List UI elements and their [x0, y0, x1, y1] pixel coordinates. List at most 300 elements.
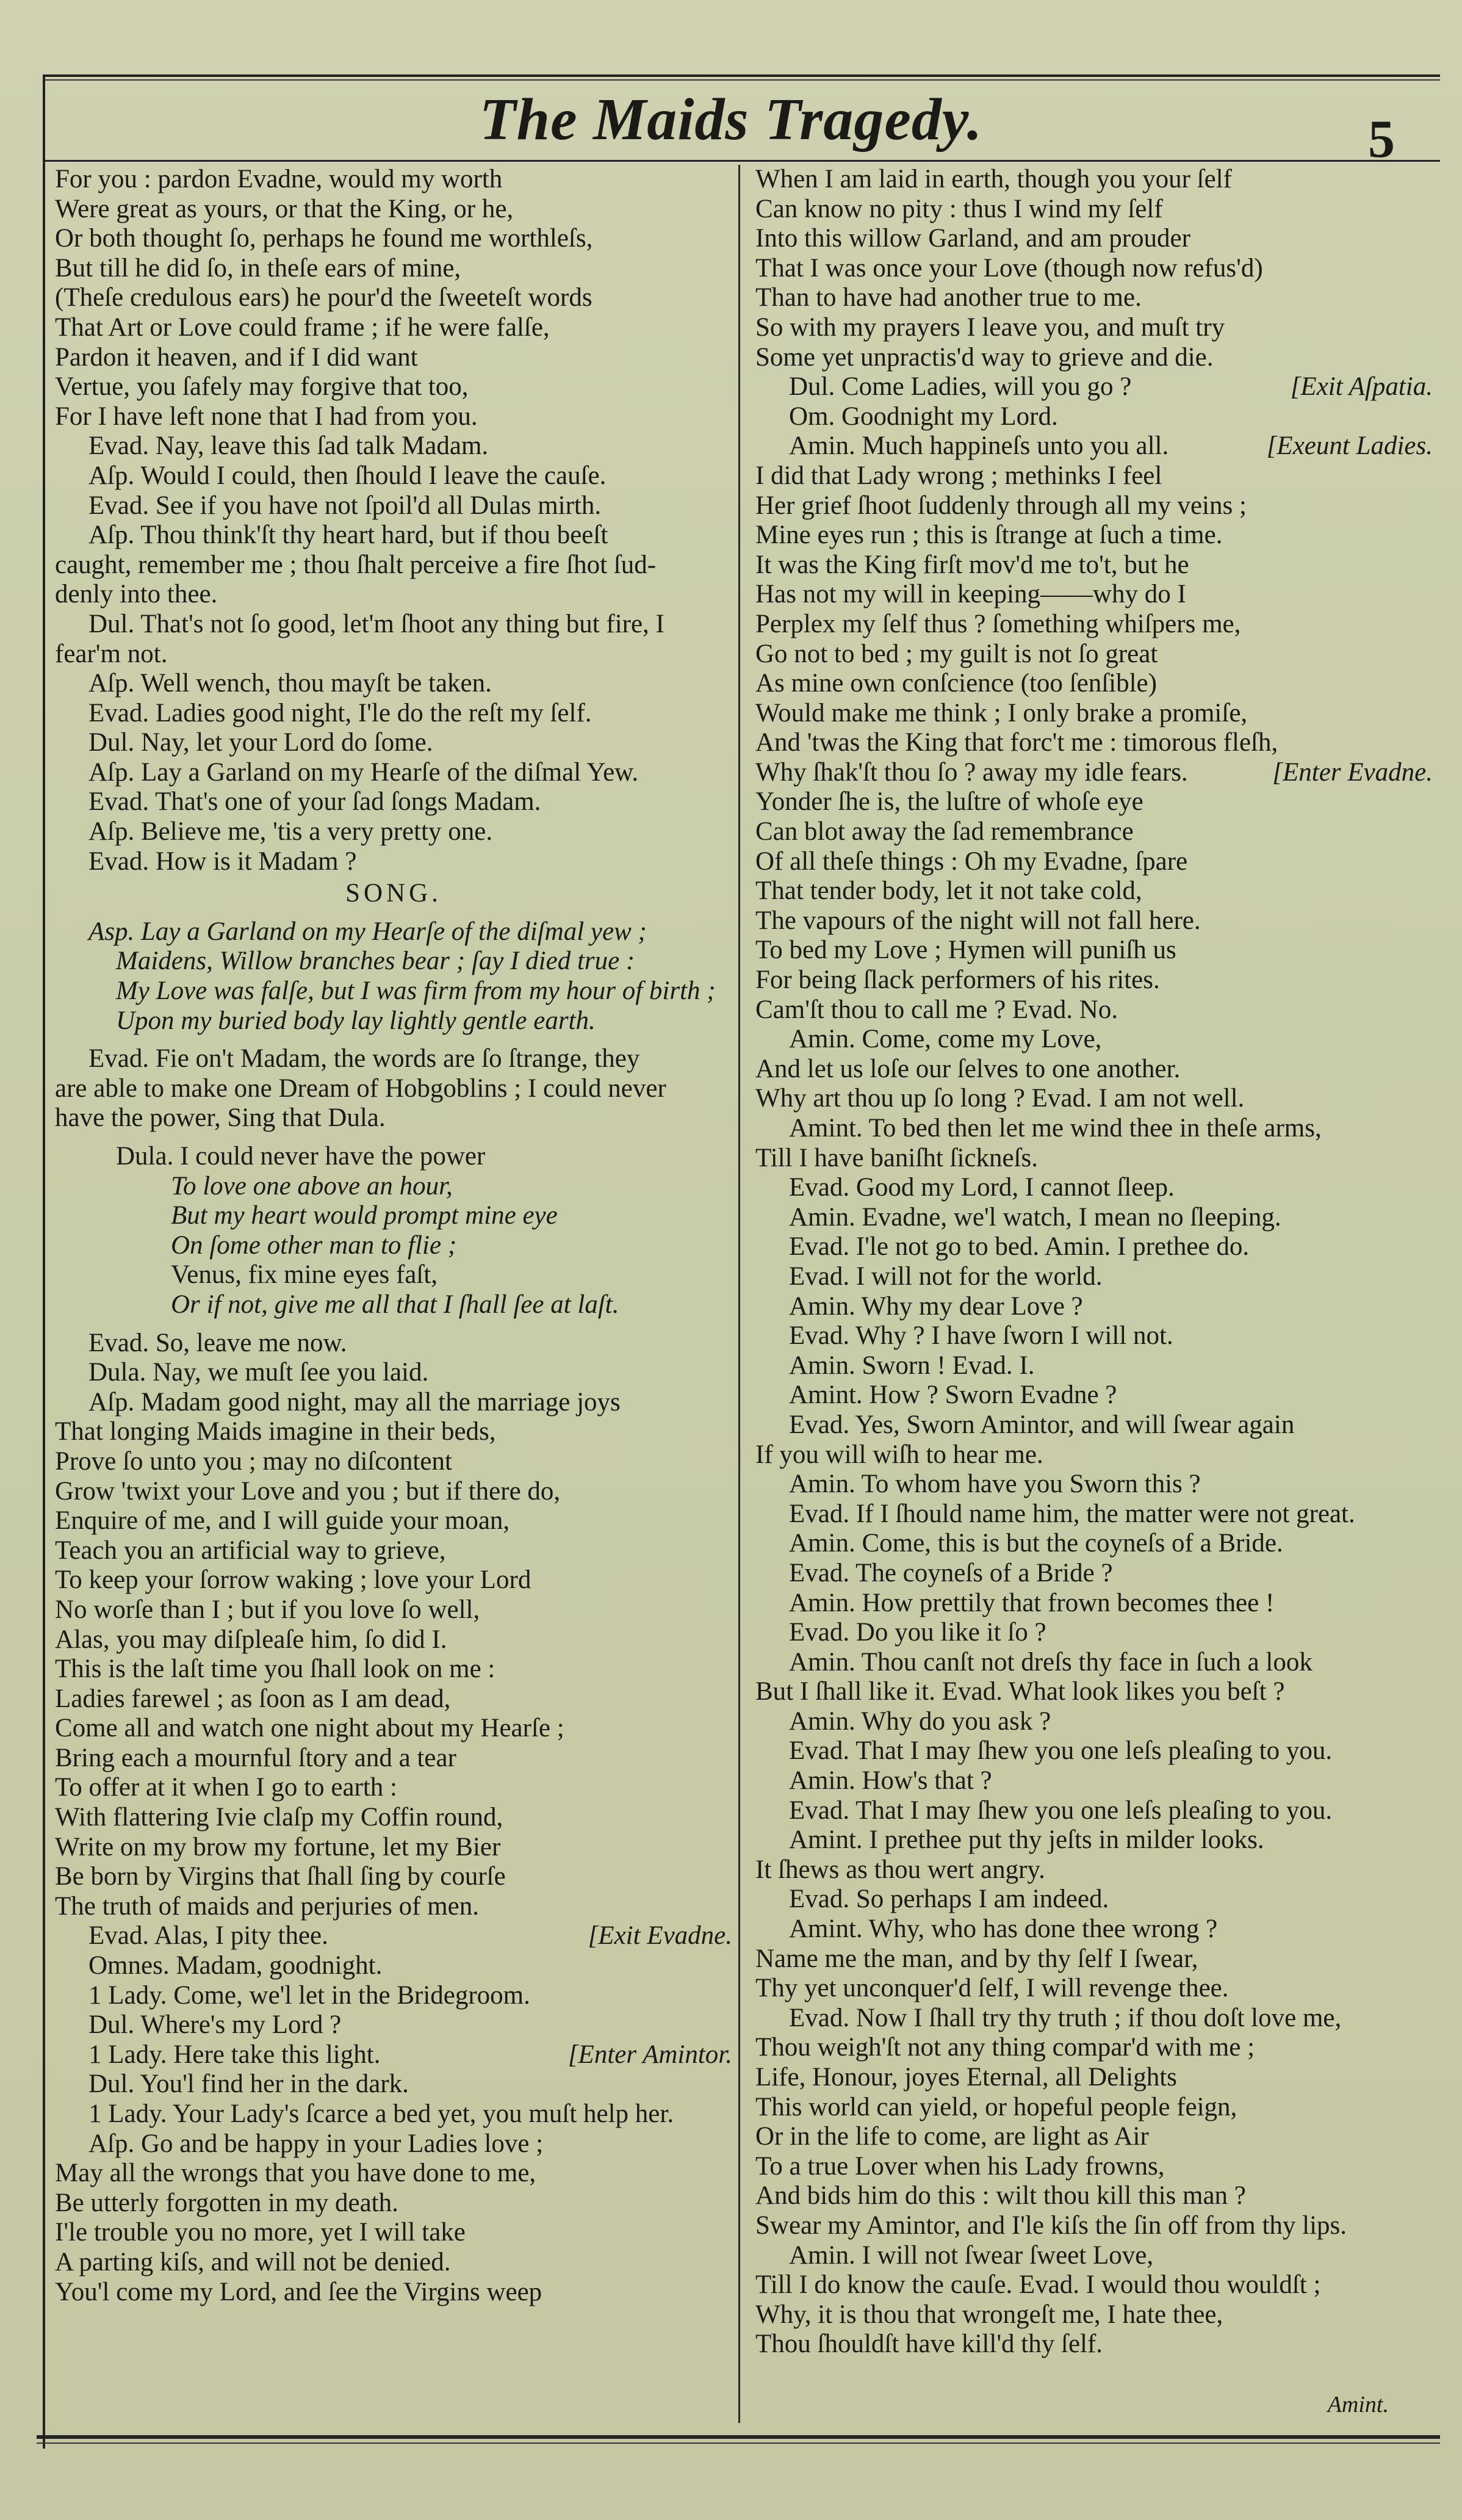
text-line: [55, 1625, 732, 1655]
text-line: [755, 431, 1433, 461]
line-text: Om. Goodnight my Lord.: [789, 402, 1058, 431]
line-text: Amin. To whom have you Sworn this ?: [789, 1470, 1201, 1499]
text-line: [55, 1231, 732, 1261]
page-number: 5: [1368, 110, 1395, 169]
text-line: [55, 2189, 732, 2219]
text-line: [55, 2070, 732, 2099]
stage-direction: [Exit Aſpatia.: [1290, 372, 1433, 402]
text-line: [755, 1055, 1433, 1085]
text-line: [755, 580, 1433, 610]
text-line: [55, 283, 732, 313]
line-text: 1 Lady. Come, we'l let in the Bridegroom.: [88, 1980, 530, 2010]
line-text: Evad. That's one of your ſad ſongs Madam.: [88, 787, 541, 817]
text-line: [55, 195, 732, 225]
line-text: Aſp. Lay a Garland on my Hearſe of the diſmal Yew.: [88, 757, 639, 787]
line-text: Evad. Why ? I have ſworn I will not.: [789, 1321, 1173, 1351]
line-text: Amint. How ? Sworn Evadne ?: [789, 1381, 1117, 1410]
text-line: [755, 1381, 1433, 1410]
text-line: [755, 995, 1433, 1025]
text-line: [755, 491, 1433, 521]
text-line: [755, 1144, 1433, 1174]
text-line: [755, 2122, 1433, 2152]
text-line: [55, 847, 732, 877]
line-text: Evad. How is it Madam ?: [88, 847, 357, 876]
line-text: Prove ſo unto you ; may no diſcontent: [55, 1446, 452, 1476]
text-line: [755, 2152, 1433, 2182]
line-text: Aſp. Madam good night, may all the marriage joys: [88, 1387, 621, 1417]
text-line: [755, 906, 1433, 936]
text-line: [55, 1565, 732, 1595]
line-text: Evad. The coyneſs of a Bride ?: [789, 1558, 1113, 1587]
line-text: Evad. So perhaps I am indeed.: [789, 1885, 1109, 1914]
text-line: [55, 580, 732, 610]
text-line: [755, 1262, 1433, 1292]
line-text: This world can yield, or hopeful people feign,: [755, 2092, 1237, 2121]
line-text: Cam'ſt thou to call me ? Evad. No.: [755, 995, 1118, 1024]
line-text: Or in the life to come, are light as Air: [755, 2122, 1149, 2151]
line-text: It was the King firſt mov'd me to't, but he: [755, 550, 1189, 579]
line-text: Amin. Why my dear Love ?: [789, 1291, 1083, 1321]
text-line: [755, 2033, 1433, 2063]
text-line: [755, 640, 1433, 670]
text-line: [755, 1500, 1433, 1529]
line-text: Write on my brow my fortune, let my Bier: [55, 1832, 501, 1861]
text-line: [55, 1536, 732, 1566]
line-text: (Theſe credulous ears) he pour'd the ſweeteſt words: [55, 283, 592, 312]
stage-direction: [Exeunt Ladies.: [1266, 431, 1433, 461]
text-line: [55, 1142, 732, 1172]
text-line: [55, 2040, 732, 2070]
text-line: [755, 1114, 1433, 1144]
line-text: Her grief ſhoot ſuddenly through all my veins ;: [755, 491, 1247, 520]
line-text: Into this willow Garland, and am prouder: [755, 224, 1190, 253]
text-line: [55, 1921, 732, 1951]
text-line: [755, 936, 1433, 966]
line-text: Amin. Come, this is but the coyneſs of a Bride.: [789, 1529, 1283, 1558]
line-text: Mine eyes run ; this is ſtrange at ſuch a time.: [755, 521, 1223, 550]
line-text: denly into thee.: [55, 580, 218, 609]
text-line: [55, 1329, 732, 1359]
line-text: The vapours of the night will not fall here.: [755, 906, 1201, 935]
line-text: Dula. Nay, we muſt ſee you laid.: [88, 1358, 429, 1387]
line-text: Were great as yours, or that the King, or he,: [55, 194, 514, 223]
text-line: [55, 2278, 732, 2308]
line-text: For I have left none that I had from you.: [55, 402, 478, 431]
text-line: [755, 2093, 1433, 2123]
line-text: Alas, you may diſpleaſe him, ſo did I.: [55, 1625, 447, 1654]
text-line: [55, 2159, 732, 2189]
line-text: Aſp. Believe me, 'tis a very pretty one.: [88, 817, 493, 847]
text-line: [55, 947, 732, 977]
line-text: Amint. I prethee put thy jeſts in milder looks.: [789, 1825, 1264, 1855]
text-line: [755, 1559, 1433, 1589]
text-line: [55, 2010, 732, 2040]
text-line: [55, 1506, 732, 1536]
text-line: [55, 521, 732, 551]
spacer: [55, 1133, 732, 1142]
text-line: [55, 313, 732, 343]
line-text: It ſhews as thou wert angry.: [755, 1855, 1045, 1884]
text-line: [55, 254, 732, 284]
text-line: [55, 1417, 732, 1447]
line-text: Thou weigh'ſt not any thing compar'd with me ;: [755, 2033, 1255, 2062]
text-line: [55, 1684, 732, 1714]
line-text: Has not my will in keeping——why do I: [755, 580, 1186, 609]
text-line: [755, 2181, 1433, 2211]
text-line: [755, 1915, 1433, 1944]
line-text: But I ſhall like it. Evad. What look likes you beſt ?: [755, 1677, 1285, 1706]
line-text: Evad. That I may ſhew you one leſs pleaſing to you.: [789, 1736, 1333, 1766]
text-line: [755, 2241, 1433, 2271]
text-line: [55, 817, 732, 847]
line-text: With flattering Ivie claſp my Coffin round,: [55, 1803, 503, 1832]
text-line: [755, 1232, 1433, 1262]
text-line: [755, 343, 1433, 373]
text-line: [755, 1529, 1433, 1559]
text-line: [755, 402, 1433, 432]
stage-direction: [Enter Amintor.: [567, 2040, 732, 2069]
running-title: The Maids Tragedy.: [479, 87, 983, 153]
text-line: [55, 610, 732, 640]
text-line: [55, 728, 732, 758]
line-text: And bids him do this : wilt thou kill this man ?: [755, 2181, 1246, 2211]
text-line: [755, 1618, 1433, 1648]
line-text: That I was once your Love (though now refus'd): [755, 253, 1263, 283]
text-line: [55, 1172, 732, 1202]
line-text: Aſp. Would I could, then ſhould I leave the cauſe.: [88, 461, 607, 490]
line-text: This is the laſt time you ſhall look on me :: [55, 1655, 495, 1684]
text-line: [755, 1084, 1433, 1114]
text-line: [55, 2099, 732, 2129]
text-line: [755, 461, 1433, 491]
line-text: Or both thought ſo, perhaps he found me worthleſs,: [55, 224, 593, 253]
line-text: Why ſhak'ſt thou ſo ? away my idle fears.: [755, 757, 1188, 787]
line-text: Be born by Virgins that ſhall ſing by courſe: [55, 1862, 506, 1891]
top-rule: [43, 74, 1440, 77]
text-line: [755, 1707, 1433, 1737]
column-divider: [738, 165, 740, 2423]
text-line: [55, 1595, 732, 1625]
catchword: Amint.: [1327, 2392, 1389, 2417]
line-text: Dul. Nay, let your Lord do ſome.: [88, 728, 433, 757]
text-line: [55, 1744, 732, 1774]
line-text: Dul. You'l find her in the dark.: [88, 2070, 409, 2099]
line-text: Amint. Why, who has done thee wrong ?: [789, 1915, 1218, 1944]
bottom-rule-thin: [37, 2442, 1440, 2444]
text-line: [55, 1951, 732, 1981]
line-text: Teach you an artificial way to grieve,: [55, 1536, 446, 1565]
text-line: [755, 1470, 1433, 1500]
text-line: [755, 1292, 1433, 1322]
line-text: To keep your ſorrow waking ; love your Lord: [55, 1565, 531, 1595]
text-line: [755, 1321, 1433, 1351]
line-text: But my heart would prompt mine eye: [171, 1201, 558, 1230]
line-text: Amin. Come, come my Love,: [789, 1025, 1102, 1054]
text-line: [755, 1648, 1433, 1678]
text-line: [755, 1440, 1433, 1470]
line-text: Ladies farewel ; as ſoon as I am dead,: [55, 1684, 451, 1713]
text-line: [55, 1260, 732, 1290]
stage-direction: [Exit Evadne.: [588, 1921, 732, 1951]
line-text: Dul. Come Ladies, will you go ?: [789, 372, 1132, 402]
line-text: Amin. I will not ſwear ſweet Love,: [789, 2240, 1154, 2270]
text-line: [755, 876, 1433, 906]
text-line: [755, 313, 1433, 343]
text-line: [755, 669, 1433, 699]
text-line: [55, 669, 732, 699]
line-text: fear'm not.: [55, 639, 168, 668]
spacer: [55, 1320, 732, 1329]
line-text: Evad. Yes, Sworn Amintor, and will ſwear again: [789, 1410, 1295, 1439]
line-text: Why art thou up ſo long ? Evad. I am not well.: [755, 1084, 1245, 1113]
text-line: [55, 2129, 732, 2159]
line-text: Bring each a mournful ſtory and a tear: [55, 1743, 456, 1772]
line-text: Evad. That I may ſhew you one leſs pleaſing to you.: [789, 1796, 1333, 1825]
text-line: [55, 977, 732, 1006]
text-line: [755, 787, 1433, 817]
line-text: 1 Lady. Here take this light.: [88, 2040, 381, 2069]
text-line: [755, 1825, 1433, 1855]
line-text: If you will wiſh to hear me.: [755, 1440, 1043, 1469]
text-line: [755, 2330, 1433, 2359]
text-line: [55, 1803, 732, 1833]
line-text: Aſp. Go and be happy in your Ladies love ;: [88, 2129, 544, 2158]
line-text: Venus, fix mine eyes faſt,: [171, 1260, 438, 1290]
text-line: [55, 1892, 732, 1922]
text-line: [55, 640, 732, 670]
text-line: [755, 966, 1433, 995]
top-rule-thin: [43, 79, 1440, 81]
text-line: [755, 2270, 1433, 2300]
line-text: For you : pardon Evadne, would my worth: [55, 165, 503, 193]
text-line: [55, 1006, 732, 1036]
line-text: Amin. Much happineſs unto you all.: [789, 431, 1169, 461]
line-text: Than to have had another true to me.: [755, 283, 1142, 312]
text-line: [755, 551, 1433, 580]
line-text: Be utterly forgotten in my death.: [55, 2188, 398, 2217]
line-text: To bed my Love ; Hymen will puniſh us: [755, 936, 1176, 965]
text-line: [55, 2248, 732, 2278]
line-text: On ſome other man to flie ;: [171, 1230, 457, 1260]
line-text: Asp. Lay a Garland on my Hearſe of the diſmal yew ;: [88, 917, 647, 946]
line-text: Evad. I'le not go to bed. Amin. I prethee do.: [789, 1232, 1250, 1262]
line-text: Grow 'twixt your Love and you ; but if there do,: [55, 1476, 561, 1506]
text-line: [755, 2300, 1433, 2330]
line-text: Enquire of me, and I will guide your moan,: [55, 1506, 510, 1536]
text-line: [55, 787, 732, 817]
text-line: [55, 1290, 732, 1320]
line-text: 1 Lady. Your Lady's ſcarce a bed yet, you muſt help her.: [88, 2099, 674, 2128]
text-line: [55, 1981, 732, 2011]
line-text: Why, it is thou that wrongeſt me, I hate thee,: [755, 2300, 1223, 2329]
line-text: Amin. Sworn ! Evad. I.: [789, 1351, 1035, 1380]
line-text: Evad. Nay, leave this ſad talk Madam.: [88, 431, 489, 461]
line-text: Amint. To bed then let me wind thee in theſe arms,: [789, 1114, 1322, 1143]
line-text: To offer at it when I go to earth :: [55, 1773, 397, 1802]
line-text: To a true Lover when his Lady frowns,: [755, 2151, 1165, 2181]
text-line: [755, 1796, 1433, 1826]
text-line: [55, 1655, 732, 1684]
text-line: [755, 758, 1433, 788]
line-text: Maidens, Willow branches bear ; ſay I died true :: [116, 947, 635, 976]
text-line: [755, 699, 1433, 729]
line-text: Amin. Evadne, we'l watch, I mean no ſleeping.: [789, 1202, 1281, 1232]
line-text: Evad. Do you like it ſo ?: [789, 1618, 1046, 1647]
text-line: [755, 195, 1433, 225]
text-line: [55, 461, 732, 491]
text-line: [55, 165, 732, 195]
line-text: Dula. I could never have the power: [116, 1142, 486, 1171]
line-text: Swear my Amintor, and I'le kiſs the ſin off from thy lips.: [755, 2211, 1347, 2240]
text-line: [755, 224, 1433, 254]
line-text: Evad. So, leave me now.: [88, 1328, 347, 1357]
text-line: [755, 610, 1433, 640]
line-text: caught, remember me ; thou ſhalt perceive a fire ſhot ſud-: [55, 550, 657, 579]
text-line: [55, 1714, 732, 1744]
line-text: Till I do know the cauſe. Evad. I would thou wouldſt ;: [755, 2270, 1321, 2300]
text-line: [755, 1944, 1433, 1974]
line-text: Yonder ſhe is, the luſtre of whoſe eye: [755, 787, 1143, 817]
text-line: [55, 224, 732, 254]
text-line: [55, 2218, 732, 2248]
line-text: Go not to bed ; my guilt is not ſo great: [755, 639, 1158, 668]
text-line: [55, 758, 732, 788]
line-text: Evad. Ladies good night, I'le do the reſt my ſelf.: [88, 698, 592, 727]
line-text: have the power, Sing that Dula.: [55, 1103, 386, 1133]
text-line: [755, 2063, 1433, 2093]
text-line: [755, 1203, 1433, 1233]
line-text: Evad. Alas, I pity thee.: [88, 1921, 328, 1951]
right-column: [755, 165, 1433, 2359]
line-text: I'le trouble you no more, yet I will take: [55, 2218, 466, 2247]
text-line: [755, 1589, 1433, 1619]
text-line: [755, 1677, 1433, 1707]
line-text: Amin. Thou canſt not dreſs thy face in ſuch a look: [789, 1647, 1313, 1677]
line-text: Evad. See if you have not ſpoil'd all Dulas mirth.: [88, 491, 602, 520]
text-line: [55, 699, 732, 729]
line-text: Would make me think ; I only brake a promiſe,: [755, 698, 1248, 727]
line-text: As mine own conſcience (too ſenſible): [755, 669, 1157, 698]
line-text: Amin. Why do you ask ?: [789, 1706, 1051, 1736]
line-text: Omnes. Madam, goodnight.: [88, 1951, 383, 1980]
line-text: Aſp. Thou think'ſt thy heart hard, but if thou beeſt: [88, 521, 608, 550]
left-column: [55, 165, 732, 2307]
line-text: And let us loſe our ſelves to one another.: [755, 1054, 1181, 1083]
spacer: [55, 1036, 732, 1044]
line-text: Can know no pity : thus I wind my ſelf: [755, 194, 1163, 223]
header-rule: [43, 160, 1440, 162]
line-text: Can blot away the ſad remembrance: [755, 817, 1134, 847]
line-text: Some yet unpractis'd way to grieve and die.: [755, 342, 1214, 372]
text-line: [755, 521, 1433, 551]
text-line: [755, 728, 1433, 758]
stage-direction: [Enter Evadne.: [1272, 757, 1433, 787]
line-text: Thy yet unconquer'd ſelf, I will revenge thee.: [755, 1974, 1229, 2003]
text-line: [55, 551, 732, 580]
text-line: [55, 1388, 732, 1418]
text-line: [755, 2004, 1433, 2034]
line-text: Upon my buried body lay lightly gentle earth.: [116, 1006, 596, 1035]
text-line: [755, 847, 1433, 877]
text-line: [755, 2211, 1433, 2241]
song-heading: [55, 876, 732, 917]
text-line: [55, 431, 732, 461]
text-line: [755, 1736, 1433, 1766]
line-text: You'l come my Lord, and ſee the Virgins weep: [55, 2277, 542, 2306]
text-line: [755, 1855, 1433, 1885]
line-text: Life, Honour, joyes Eternal, all Delights: [755, 2063, 1177, 2092]
text-line: [755, 372, 1433, 402]
line-text: When I am laid in earth, though you your ſelf: [755, 165, 1232, 193]
text-line: [55, 1862, 732, 1892]
line-text: Till I have baniſht ſickneſs.: [755, 1143, 1039, 1172]
line-text: A parting kiſs, and will not be denied.: [55, 2247, 451, 2276]
line-text: Vertue, you ſafely may forgive that too,: [55, 372, 469, 402]
left-rule: [43, 74, 45, 2449]
text-line: [755, 1351, 1433, 1381]
line-text: Evad. Good my Lord, I cannot ſleep.: [789, 1173, 1175, 1202]
line-text: Amin. How's that ?: [789, 1766, 992, 1796]
line-text: are able to make one Dream of Hobgoblins ; I could never: [55, 1074, 666, 1103]
bottom-rule: [37, 2435, 1440, 2439]
line-text: Perplex my ſelf thus ? ſomething whiſpers me,: [755, 609, 1241, 638]
line-text: My Love was falſe, but I was firm from my hour of birth ;: [116, 977, 716, 1006]
text-line: [55, 1074, 732, 1104]
line-text: And 'twas the King that forc't me : timorous fleſh,: [755, 728, 1278, 757]
line-text: For being ſlack performers of his rites.: [755, 966, 1160, 995]
line-text: Name me the man, and by thy ſelf I ſwear,: [755, 1944, 1198, 1973]
line-text: Of all theſe things : Oh my Evadne, ſpare: [755, 847, 1188, 876]
line-text: May all the wrongs that you have done to me,: [55, 2159, 536, 2188]
line-text: The truth of maids and perjuries of men.: [55, 1891, 479, 1921]
line-text: Pardon it heaven, and if I did want: [55, 342, 418, 372]
line-text: No worſe than I ; but if you love ſo well,: [55, 1595, 480, 1624]
text-line: [755, 1025, 1433, 1055]
line-text: That longing Maids imagine in their beds,: [55, 1417, 496, 1446]
line-text: Thou ſhouldſt have kill'd thy ſelf.: [755, 2330, 1103, 2359]
text-line: [755, 1885, 1433, 1915]
line-text: SONG.: [345, 879, 442, 908]
text-line: [755, 1410, 1433, 1440]
line-text: Dul. That's not ſo good, let'm ſhoot any thing but fire, I: [88, 609, 664, 638]
line-text: Evad. If I ſhould name him, the matter were not great.: [789, 1499, 1355, 1528]
text-line: [55, 1833, 732, 1863]
text-line: [55, 1358, 732, 1388]
line-text: To love one above an hour,: [171, 1171, 453, 1200]
text-line: [755, 1766, 1433, 1796]
text-line: [755, 1173, 1433, 1203]
line-text: Evad. I will not for the world.: [789, 1262, 1103, 1291]
text-line: [55, 1044, 732, 1074]
line-text: So with my prayers I leave you, and muſt try: [755, 312, 1225, 342]
text-line: [755, 254, 1433, 284]
text-line: [55, 402, 732, 432]
line-text: I did that Lady wrong ; methinks I feel: [755, 461, 1162, 490]
line-text: That tender body, let it not take cold,: [755, 876, 1142, 906]
line-text: But till he did ſo, in theſe ears of mine,: [55, 253, 461, 283]
text-line: [55, 1103, 732, 1133]
text-line: [755, 283, 1433, 313]
text-line: [55, 1201, 732, 1231]
line-text: Come all and watch one night about my Hearſe ;: [55, 1714, 564, 1743]
text-line: [55, 491, 732, 521]
text-line: [55, 1477, 732, 1507]
line-text: Evad. Now I ſhall try thy truth ; if thou doſt love me,: [789, 2003, 1342, 2032]
line-text: Or if not, give me all that I ſhall ſee at laſt.: [171, 1290, 619, 1319]
line-text: Evad. Fie on't Madam, the words are ſo ſtrange, they: [88, 1044, 640, 1074]
line-text: Amin. How prettily that frown becomes thee !: [789, 1588, 1275, 1617]
line-text: Aſp. Well wench, thou mayſt be taken.: [88, 669, 492, 698]
